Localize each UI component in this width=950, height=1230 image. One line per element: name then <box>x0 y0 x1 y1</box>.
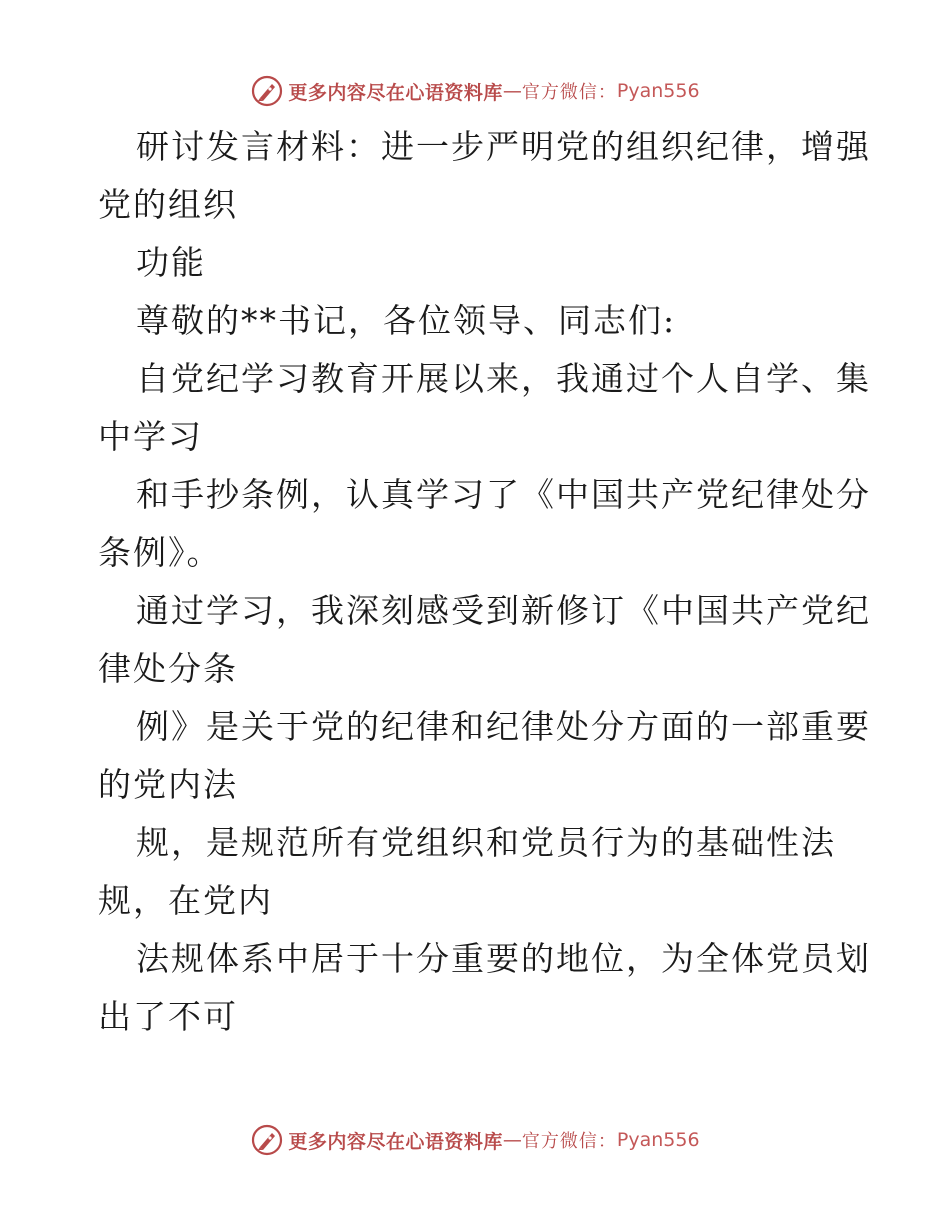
text-line: 研讨发言材料：进一步严明党的组织纪律，增强 <box>136 127 871 166</box>
footer-banner <box>0 1120 950 1160</box>
text-line: 出了不可 <box>98 997 238 1036</box>
text-line: 法规体系中居于十分重要的地位，为全体党员划 <box>136 939 871 978</box>
text-line: 尊敬的**书记，各位领导、同志们: <box>136 301 677 340</box>
banner-wechat-id: Pyan556 <box>616 1129 700 1151</box>
text-line: 党的组织 <box>98 185 238 224</box>
document-body <box>98 118 871 1046</box>
text-line: 中学习 <box>98 417 203 456</box>
banner-dash: — <box>502 1129 522 1151</box>
text-line: 规，在党内 <box>98 881 273 920</box>
banner-dash: — <box>502 80 522 102</box>
pen-nib-logo-icon <box>250 74 284 108</box>
text-line: 规，是规范所有党组织和党员行为的基础性法 <box>136 823 836 862</box>
banner-brand-text: 更多内容尽在心语资料库 <box>288 1130 503 1153</box>
text-line: 通过学习，我深刻感受到新修订《中国共产党纪 <box>136 591 871 630</box>
banner-brand-text: 更多内容尽在心语资料库 <box>288 81 503 104</box>
text-line: 的党内法 <box>98 765 238 804</box>
text-line: 功能 <box>136 243 206 282</box>
banner-wechat-id: Pyan556 <box>616 80 700 102</box>
banner-wechat-label: 官方微信： <box>521 1131 617 1152</box>
pen-nib-logo-icon <box>250 1123 284 1157</box>
banner-wechat-label: 官方微信： <box>521 82 617 103</box>
header-banner <box>0 71 950 111</box>
text-line: 条例》。 <box>98 533 222 572</box>
text-line: 和手抄条例，认真学习了《中国共产党纪律处分 <box>136 475 871 514</box>
text-line: 律处分条 <box>98 649 238 688</box>
text-line: 自党纪学习教育开展以来，我通过个人自学、集 <box>136 359 871 398</box>
text-line: 例》是关于党的纪律和纪律处分方面的一部重要 <box>136 707 871 746</box>
